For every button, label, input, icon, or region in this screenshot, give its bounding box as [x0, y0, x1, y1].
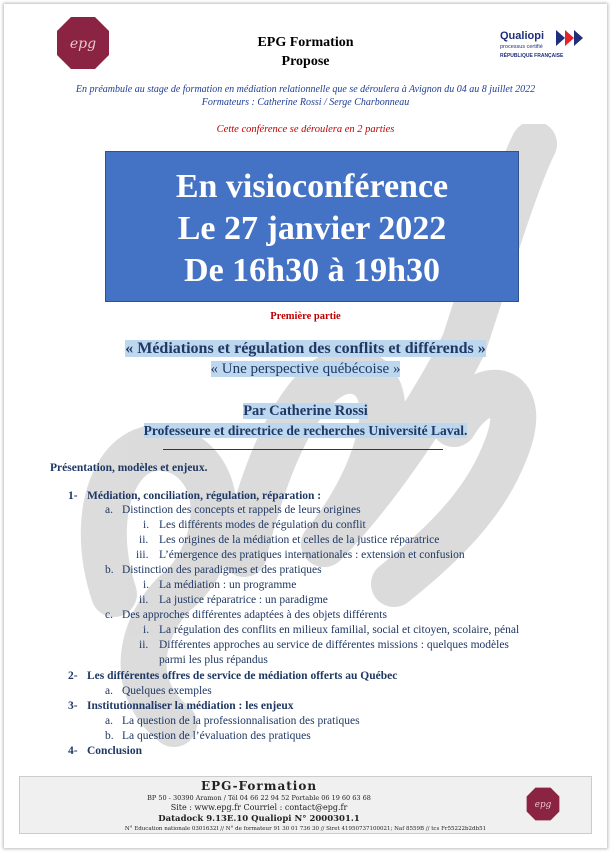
- item-roman: ii.: [139, 639, 149, 651]
- outline-heading: Présentation, modèles et enjeux.: [50, 462, 208, 474]
- footer-site: Site : www.epg.fr Courriel : contact@epg.fr: [170, 803, 348, 812]
- intro-line-2: Formateurs : Catherine Rossi / Serge Charbonneau: [201, 97, 410, 108]
- qualiopi-arrows-icon: [556, 30, 584, 46]
- footer-datadock: Datadock 9.13E.10 Qualiopi N° 2000301.1: [158, 814, 360, 824]
- item-number: 4-: [68, 745, 78, 757]
- item-number: 3-: [68, 700, 78, 712]
- item-letter: b.: [105, 564, 114, 576]
- propose-label: Propose: [281, 54, 330, 69]
- section-1a-ii: Les origines de la médiation et celles de la justice réparatrice: [159, 534, 440, 546]
- item-letter: a.: [105, 715, 113, 727]
- speaker-name: Par Catherine Rossi: [243, 403, 368, 419]
- item-roman: i.: [143, 519, 150, 531]
- section-2: Les différentes offres de service de médiation offerts au Québec: [87, 670, 398, 682]
- section-3a: La question de la professionnalisation des pratiques: [122, 715, 360, 727]
- section-1a: Distinction des concepts et rappels de leurs origines: [122, 504, 361, 516]
- item-roman: ii.: [139, 534, 149, 546]
- title-main: « Médiations et régulation des conflits et différends »: [125, 340, 486, 357]
- section-4: Conclusion: [87, 745, 142, 757]
- document-page: [4, 4, 607, 848]
- svg-text:epg: epg: [69, 36, 97, 52]
- qualiopi-subtitle: processus certifié: [500, 44, 543, 50]
- speaker: [4, 402, 607, 420]
- title-sub: « Une perspective québécoise »: [210, 361, 401, 377]
- footer-epg-logo: [526, 787, 560, 821]
- qualiopi-logo: [500, 28, 590, 68]
- item-roman: iii.: [136, 549, 149, 561]
- footer: [19, 776, 592, 834]
- item-number: 1-: [68, 490, 78, 502]
- part-label: Première partie: [270, 311, 341, 322]
- item-letter: c.: [105, 609, 113, 621]
- section-1b-i: La médiation : un programme: [159, 579, 297, 591]
- parts-note: Cette conférence se déroulera en 2 parties: [216, 124, 395, 135]
- speaker-role: [4, 422, 607, 440]
- section-1a-iii: L’émergence des pratiques internationales : extension et confusion: [159, 549, 465, 561]
- item-roman: ii.: [139, 594, 149, 606]
- item-letter: b.: [105, 730, 114, 742]
- item-roman: i.: [143, 624, 150, 636]
- footer-address: BP 50 - 30390 Aramon / Tél 04 66 22 94 52 Portable 06 19 60 63 68: [147, 794, 371, 802]
- section-1c-ii-line-1: Différentes approches au service de différentes missions : quelques modèles: [159, 639, 509, 651]
- section-3b: La question de l’évaluation des pratiques: [122, 730, 311, 742]
- qualiopi-republic: RÉPUBLIQUE FRANÇAISE: [500, 53, 564, 59]
- intro-line-1: En préambule au stage de formation en médiation relationnelle que se déroulera à Avignon du 04 au 8 juillet 2022: [75, 84, 536, 95]
- banner-line-1: En visioconférence: [175, 168, 449, 205]
- item-roman: i.: [143, 579, 150, 591]
- speaker-role-text: Professeure et directrice de recherches Université Laval.: [143, 423, 468, 438]
- banner-line-2: Le 27 janvier 2022: [177, 210, 447, 247]
- banner-line-3: De 16h30 à 19h30: [184, 252, 440, 289]
- qualiopi-name: Qualiopi: [500, 30, 544, 42]
- item-number: 2-: [68, 670, 78, 682]
- section-1c-ii-line-2: parmi les plus répandus: [159, 654, 268, 666]
- item-letter: a.: [105, 685, 113, 697]
- date-banner: [105, 151, 519, 302]
- section-1b-ii: La justice réparatrice : un paradigme: [159, 594, 328, 606]
- footer-org-name: EPG-Formation: [200, 779, 318, 793]
- section-2a: Quelques exemples: [122, 685, 212, 697]
- svg-text:epg: epg: [534, 800, 552, 811]
- section-1: Médiation, conciliation, régulation, réparation :: [87, 490, 322, 502]
- org-name: EPG Formation: [257, 35, 354, 50]
- section-1c-i: La régulation des conflits en milieux familial, social et citoyen, scolaire, pénal: [159, 624, 520, 636]
- section-1a-i: Les différents modes de régulation du conflit: [159, 519, 366, 531]
- section-1b: Distinction des paradigmes et des pratiques: [122, 564, 322, 576]
- section-1c: Des approches différentes adaptées à des objets différents: [122, 609, 387, 621]
- conference-title: [4, 340, 607, 358]
- divider: [163, 449, 443, 450]
- item-letter: a.: [105, 504, 113, 516]
- footer-ids: N° Education nationale 0301632I // N° de formateur 91 30 01 736 30 // Siret 41950737100021; Naf 8559B // tcs Fr55222b2db51: [124, 826, 487, 832]
- conference-subtitle: [4, 360, 607, 378]
- section-3: Institutionnaliser la médiation : les enjeux: [87, 700, 294, 712]
